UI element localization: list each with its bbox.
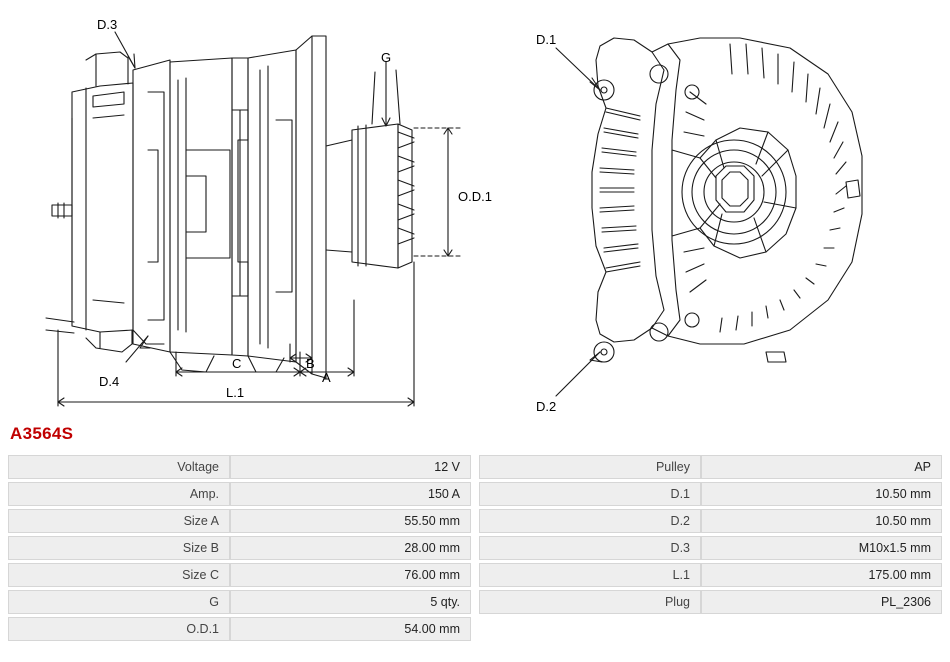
label-d2: D.2 bbox=[536, 399, 557, 414]
label-b: B bbox=[306, 356, 315, 371]
table-row bbox=[479, 509, 942, 533]
spec-value: 175.00 mm bbox=[701, 563, 942, 587]
spec-key: D.3 bbox=[479, 536, 701, 560]
spec-key: D.1 bbox=[479, 482, 701, 506]
spec-table-left bbox=[8, 452, 471, 644]
spec-value: 5 qty. bbox=[230, 590, 471, 614]
specification-tables bbox=[8, 452, 942, 644]
spec-value: 10.50 mm bbox=[701, 509, 942, 533]
label-d4: D.4 bbox=[99, 374, 120, 389]
table-row bbox=[8, 536, 471, 560]
spec-value: 55.50 mm bbox=[230, 509, 471, 533]
table-row bbox=[8, 563, 471, 587]
table-row bbox=[8, 590, 471, 614]
spec-value: 76.00 mm bbox=[230, 563, 471, 587]
spec-key: Size C bbox=[8, 563, 230, 587]
spec-key: Size A bbox=[8, 509, 230, 533]
spec-value: 12 V bbox=[230, 455, 471, 479]
spec-key: L.1 bbox=[479, 563, 701, 587]
label-d1: D.1 bbox=[536, 32, 557, 47]
label-d3: D.3 bbox=[97, 17, 118, 32]
table-row bbox=[8, 482, 471, 506]
spec-key: O.D.1 bbox=[8, 617, 230, 641]
spec-value: M10x1.5 mm bbox=[701, 536, 942, 560]
label-a: A bbox=[322, 370, 331, 385]
spec-key: D.2 bbox=[479, 509, 701, 533]
side-view-group bbox=[46, 32, 462, 406]
part-number: A3564S bbox=[10, 424, 74, 443]
label-g: G bbox=[381, 50, 392, 65]
label-c: C bbox=[232, 356, 242, 371]
spec-value: 54.00 mm bbox=[230, 617, 471, 641]
spec-key: Plug bbox=[479, 590, 701, 614]
table-row-empty bbox=[479, 617, 942, 641]
label-od1: O.D.1 bbox=[458, 189, 492, 204]
spec-key: Voltage bbox=[8, 455, 230, 479]
table-row bbox=[8, 455, 471, 479]
spec-value: 28.00 mm bbox=[230, 536, 471, 560]
spec-key bbox=[479, 617, 701, 641]
label-l1: L.1 bbox=[226, 385, 245, 400]
spec-key: Size B bbox=[8, 536, 230, 560]
spec-value: 10.50 mm bbox=[701, 482, 942, 506]
table-row bbox=[8, 509, 471, 533]
spec-value: PL_2306 bbox=[701, 590, 942, 614]
table-row bbox=[479, 482, 942, 506]
spec-value: AP bbox=[701, 455, 942, 479]
spec-value: 150 A bbox=[230, 482, 471, 506]
table-row bbox=[479, 590, 942, 614]
table-row bbox=[8, 617, 471, 641]
front-view-group bbox=[556, 38, 862, 396]
table-row bbox=[479, 536, 942, 560]
spec-table-right bbox=[479, 452, 942, 644]
table-row bbox=[479, 455, 942, 479]
table-row bbox=[479, 563, 942, 587]
spec-key: Pulley bbox=[479, 455, 701, 479]
spec-key: G bbox=[8, 590, 230, 614]
spec-value bbox=[701, 617, 942, 641]
spec-key: Amp. bbox=[8, 482, 230, 506]
